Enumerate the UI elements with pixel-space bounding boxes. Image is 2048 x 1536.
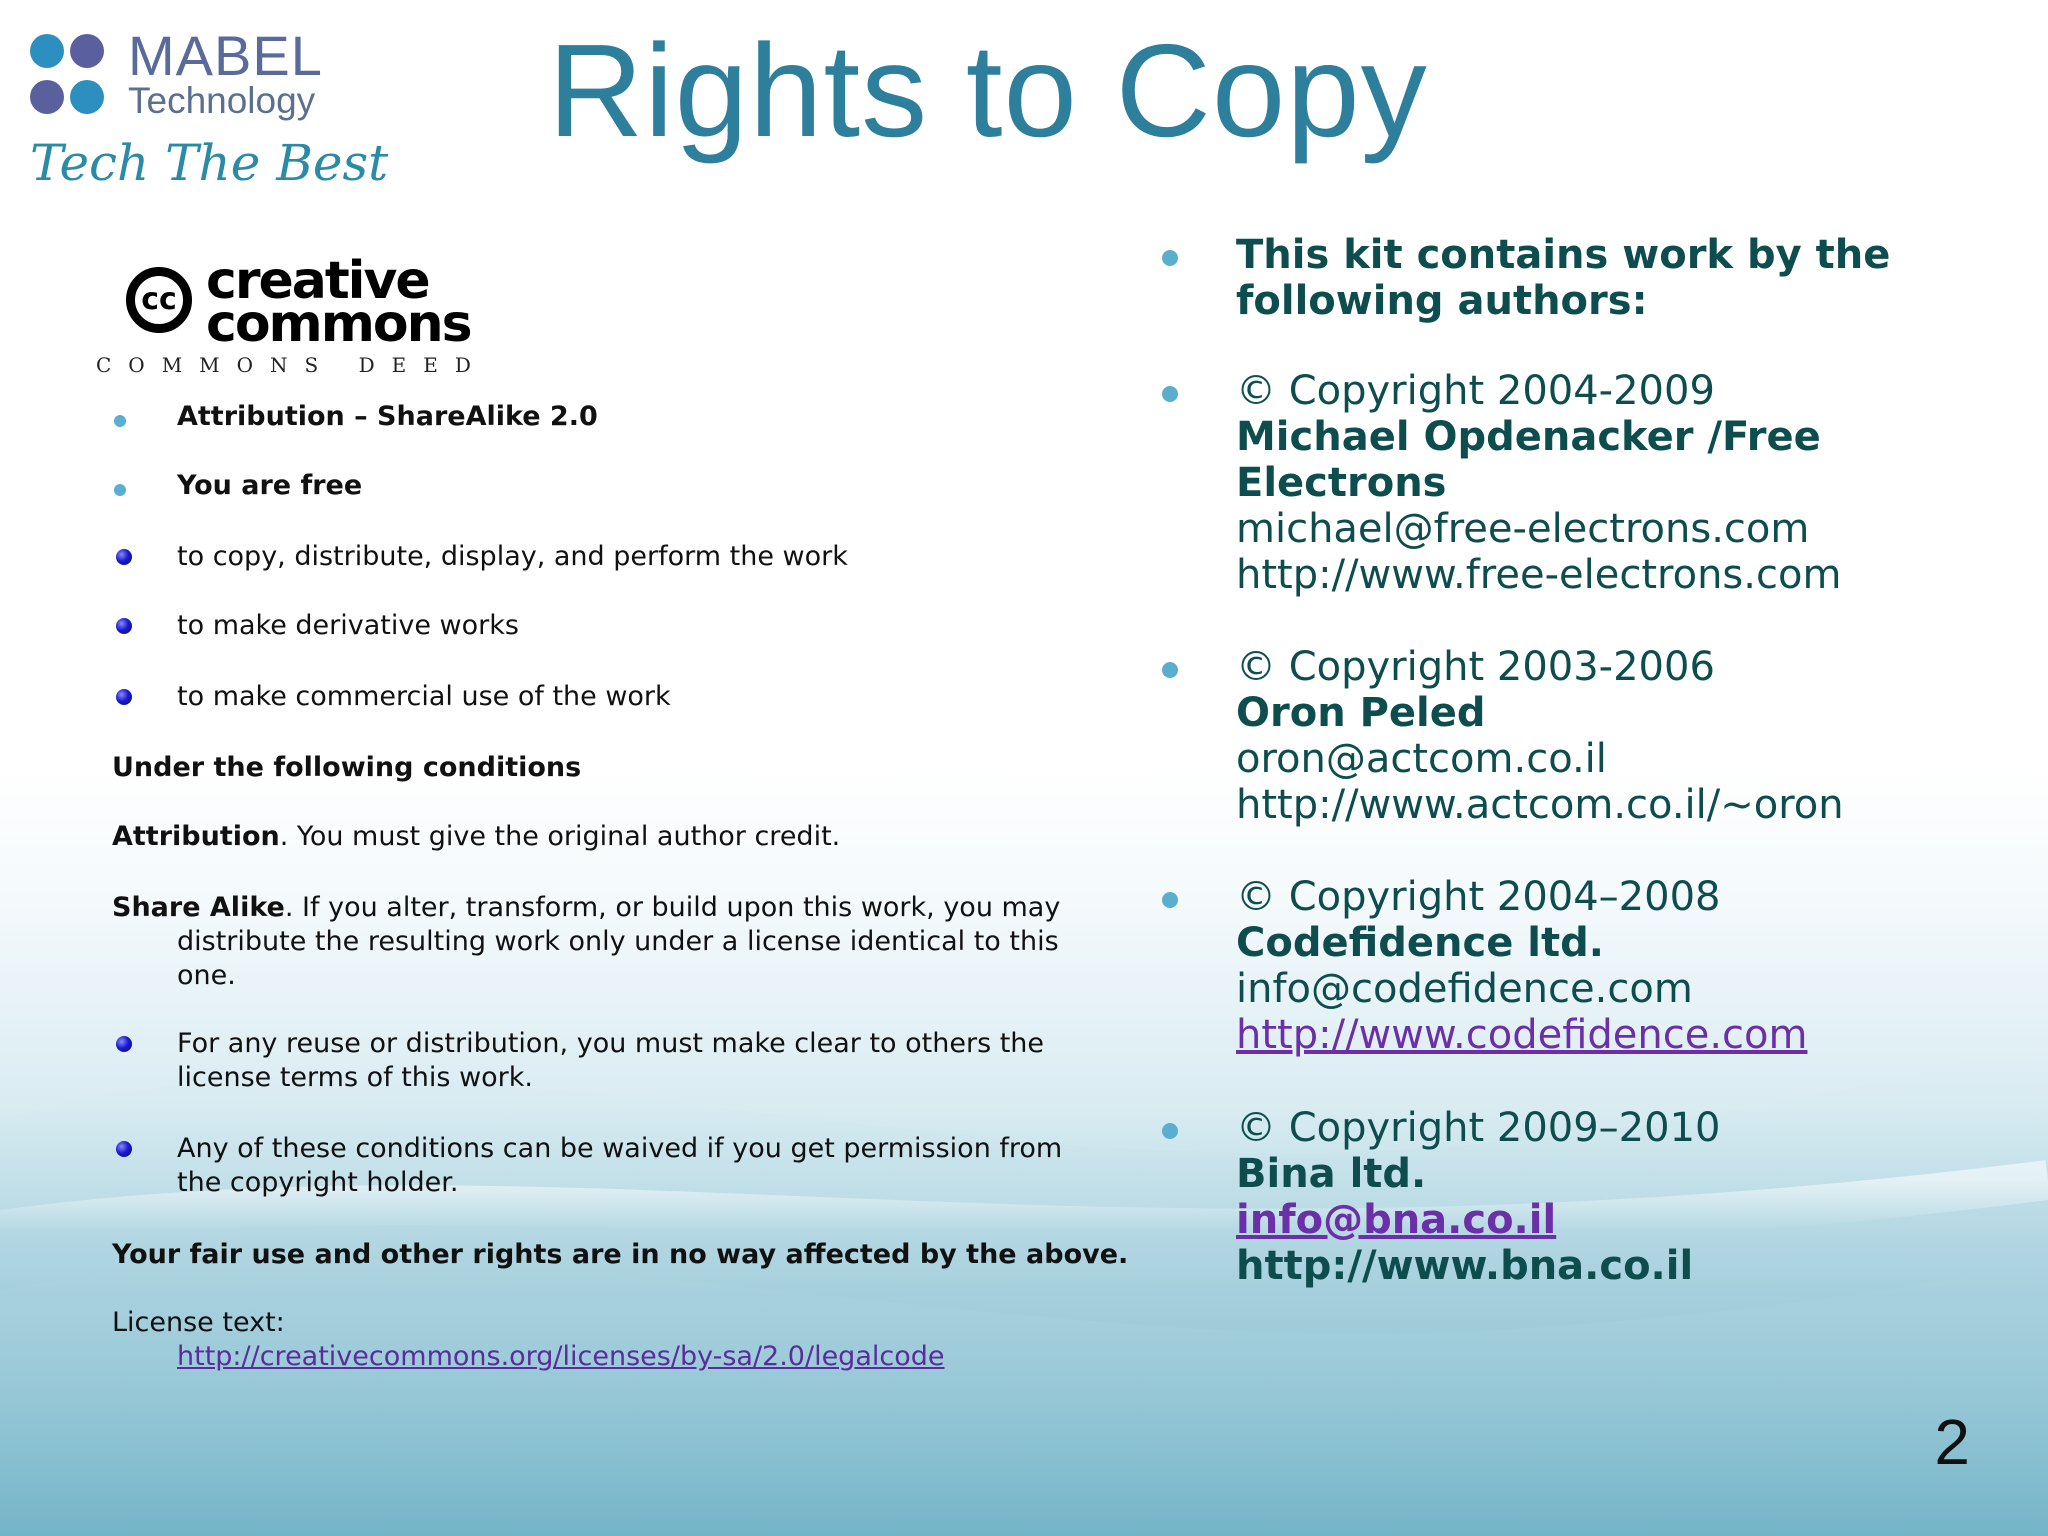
author-name-cont: Electrons bbox=[1236, 460, 1447, 506]
authors-intro-line-2: following authors: bbox=[1236, 278, 1648, 324]
creative-commons-logo bbox=[96, 252, 526, 382]
waive-text-2: the copyright holder. bbox=[177, 1167, 459, 1198]
author-url: http://www.free-electrons.com bbox=[1236, 552, 1842, 598]
waive-text-1: Any of these conditions can be waived if you get permission from bbox=[177, 1133, 1063, 1164]
logo-tagline: Tech The Best bbox=[30, 134, 389, 192]
logo-subtitle: Technology bbox=[128, 80, 316, 121]
reuse-text-1: For any reuse or distribution, you must make clear to others the bbox=[177, 1028, 1045, 1059]
reuse-text-2: license terms of this work. bbox=[177, 1062, 533, 1093]
sharealike-text-2: distribute the resulting work only under a license identical to this bbox=[177, 926, 1059, 957]
author-entry bbox=[1236, 644, 2036, 828]
author-copyright: © Copyright 2009–2010 bbox=[1236, 1105, 1721, 1151]
attribution-label: Attribution bbox=[112, 821, 280, 852]
license-link[interactable]: http://creativecommons.org/licenses/by-sa/2.0/legalcode bbox=[177, 1341, 945, 1372]
cc-word-commons: commons bbox=[206, 294, 471, 354]
author-name: Michael Opdenacker /Free bbox=[1236, 414, 1821, 460]
bullet-icon bbox=[1162, 386, 1178, 402]
company-logo bbox=[30, 24, 389, 200]
bullet-icon bbox=[116, 689, 132, 705]
sharealike-row bbox=[112, 891, 1072, 993]
bullet-icon bbox=[116, 1036, 132, 1052]
slide-title: Rights to Copy bbox=[548, 17, 1428, 164]
you-are-free: You are free bbox=[177, 470, 363, 501]
bullet-icon bbox=[116, 1141, 132, 1157]
sharealike-text-1: . If you alter, transform, or build upon this work, you may bbox=[284, 892, 1061, 923]
freedom-copy: to copy, distribute, display, and perform the work bbox=[177, 541, 848, 572]
bullet-icon bbox=[114, 484, 126, 496]
bullet-icon bbox=[114, 415, 126, 427]
fair-use-text: Your fair use and other rights are in no way affected by the above. bbox=[112, 1239, 1129, 1270]
freedom-derivative: to make derivative works bbox=[177, 610, 519, 641]
license-name: Attribution – ShareAlike 2.0 bbox=[177, 401, 598, 432]
author-email-link[interactable]: info@bna.co.il bbox=[1236, 1197, 1557, 1243]
logo-brand: MABEL bbox=[128, 24, 323, 87]
author-entry bbox=[1236, 874, 2036, 1058]
author-name: Bina ltd. bbox=[1236, 1151, 1427, 1197]
attribution-text: . You must give the original author credit. bbox=[279, 821, 841, 852]
author-name: Codefidence ltd. bbox=[1236, 920, 1604, 966]
bullet-icon bbox=[1162, 1123, 1178, 1139]
cc-badge-icon: cc bbox=[126, 267, 192, 333]
author-copyright: © Copyright 2004–2008 bbox=[1236, 874, 1721, 920]
sharealike-label: Share Alike bbox=[112, 892, 285, 923]
bullet-icon bbox=[1162, 662, 1178, 678]
license-label: License text: bbox=[112, 1307, 285, 1338]
author-copyright: © Copyright 2003-2006 bbox=[1236, 644, 1715, 690]
author-email: oron@actcom.co.il bbox=[1236, 736, 1607, 782]
author-email: michael@free-electrons.com bbox=[1236, 506, 1810, 552]
author-entry bbox=[1236, 1105, 2036, 1289]
bullet-icon bbox=[1162, 250, 1178, 266]
author-email: info@codefidence.com bbox=[1236, 966, 1693, 1012]
bullet-icon bbox=[116, 618, 132, 634]
author-name: Oron Peled bbox=[1236, 690, 1486, 736]
logo-dots-icon bbox=[30, 30, 120, 120]
author-url: http://www.actcom.co.il/~oron bbox=[1236, 782, 1844, 828]
cc-word-creative: creative bbox=[206, 251, 429, 311]
cc-commons-deed: COMMONS DEED bbox=[96, 353, 488, 377]
conditions-heading: Under the following conditions bbox=[112, 752, 582, 783]
authors-intro bbox=[1236, 232, 2036, 324]
authors-intro-line-1: This kit contains work by the bbox=[1236, 232, 1891, 278]
bullet-icon bbox=[1162, 892, 1178, 908]
bullet-icon bbox=[116, 549, 132, 565]
author-url-link[interactable]: http://www.codefidence.com bbox=[1236, 1012, 1808, 1058]
author-copyright: © Copyright 2004-2009 bbox=[1236, 368, 1715, 414]
sharealike-text-3: one. bbox=[177, 960, 236, 991]
author-url: http://www.bna.co.il bbox=[1236, 1243, 1694, 1289]
author-entry bbox=[1236, 368, 2036, 598]
page-number: 2 bbox=[1934, 1406, 1970, 1478]
freedom-commercial: to make commercial use of the work bbox=[177, 681, 671, 712]
